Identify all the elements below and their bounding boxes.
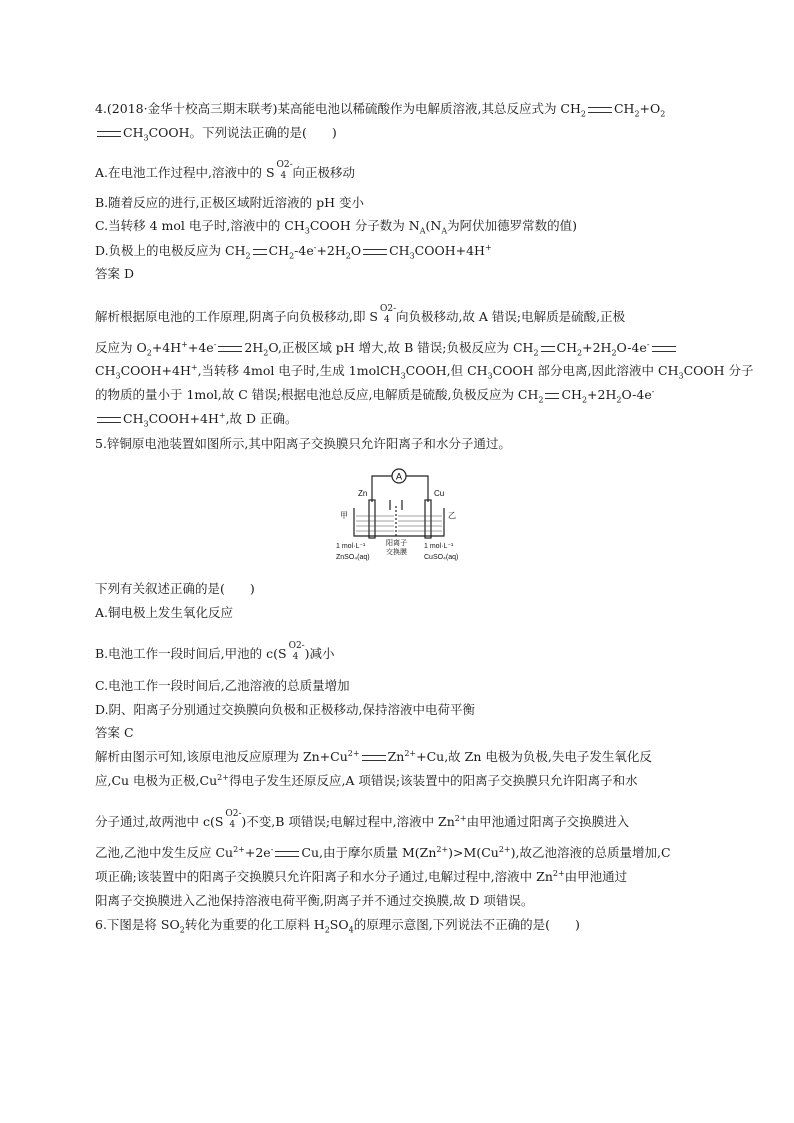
membrane-holder [390, 500, 402, 510]
text: ,当转移 4mol 电子时,生成 1molCH [197, 363, 401, 378]
text: 由甲池通过 [564, 869, 628, 884]
equals-sign [97, 417, 121, 423]
sup: 2+ [436, 844, 449, 854]
equals-sign [652, 346, 676, 352]
yi-label: 乙 [448, 511, 456, 520]
q5-option-c [95, 678, 350, 694]
text: COOH 部分电离,因此溶液中 CH [492, 363, 679, 378]
ammeter-label: A [395, 471, 403, 482]
text: COOH+4H [148, 411, 219, 426]
sub: 2 [660, 109, 666, 119]
text: 项正确;该装置中的阳离子交换膜只允许阳离子和水分子通过,电解过程中,溶液中 Zn [95, 869, 553, 884]
text: Cu,由于摩尔质量 M(Zn [301, 845, 437, 860]
q4-stem-line2 [95, 125, 337, 141]
q5-explanation-line1 [95, 749, 652, 765]
cu-label: Cu [434, 489, 445, 498]
text: D.负极上的电极反应为 CH [95, 243, 246, 258]
text: 解析根据原电池的工作原理,阴离子向负极移动,即 S [95, 309, 378, 324]
q4-option-b [95, 195, 364, 211]
galvanic-cell-figure [336, 466, 476, 566]
text: CH [95, 363, 116, 378]
q5-stem [95, 436, 511, 452]
ion-charge: O2- [379, 303, 397, 314]
text: O-4e [621, 387, 652, 402]
q4-answer [95, 266, 134, 282]
sulfate-ion [287, 640, 305, 662]
equals-sign [218, 346, 242, 352]
sub: 3 [409, 251, 415, 261]
text: CH [556, 340, 578, 355]
sup: + [484, 242, 492, 252]
sub: 3 [487, 371, 493, 381]
text: SO [329, 917, 349, 932]
ion-sub: 4 [229, 819, 236, 830]
text: D.阴、阳离子分别通过交换膜向负极和正极移动,保持溶液中电荷平衡 [95, 702, 476, 717]
text: 2H [244, 340, 264, 355]
sub: 2 [345, 251, 351, 261]
text: C.电池工作一段时间后,乙池溶液的总质量增加 [95, 678, 350, 693]
ion-sub: 4 [280, 170, 287, 181]
text: 的原理示意图,下列说法不正确的是( ) [353, 917, 580, 932]
right-conc-label: 1 mol·L⁻¹ [424, 543, 454, 550]
sulfate-ion [223, 808, 242, 830]
text: +2e [244, 845, 271, 860]
text: )>M(Cu [448, 845, 499, 860]
sub: 3 [400, 371, 406, 381]
q4-explanation-line5 [95, 411, 298, 427]
sub: 2 [581, 395, 588, 405]
text: 向正极移动 [292, 165, 356, 180]
q4-option-c [95, 218, 577, 234]
sup: - [313, 242, 317, 252]
text: +2H [316, 243, 346, 258]
sub: 2 [616, 395, 622, 405]
sub: 2 [577, 348, 583, 358]
text: 反应为 O [95, 340, 147, 355]
ion-sub: 4 [383, 314, 390, 325]
right-solution-label: CuSO₄(aq) [424, 554, 459, 561]
text: 应,Cu 电极为正极,Cu [95, 773, 218, 788]
text: B.电池工作一段时间后,甲池的 c(S [95, 646, 287, 661]
text: C.当转移 4 mol 电子时,溶液中的 CH [95, 218, 305, 233]
q5-explanation-line4 [95, 845, 671, 861]
text: 向负极移动,故 A 错误;电解质是硫酸,正极 [395, 309, 626, 324]
text: CH [123, 125, 144, 140]
q4-option-a [95, 159, 356, 181]
text: 5.锌铜原电池装置如图所示,其中阳离子交换膜只允许阳离子和水分子通过。 [95, 436, 511, 451]
q6-stem [95, 917, 580, 933]
text: 6.下图是将 SO [95, 917, 180, 932]
text: O-4e [616, 340, 647, 355]
sup: - [213, 339, 217, 349]
text: 由甲池通过阳离子交换膜进入 [466, 814, 630, 829]
q5-explanation-line2 [95, 773, 638, 789]
sulfate-ion [378, 303, 397, 325]
text: )不变,B 项错误;电解过程中,溶液中 Zn [241, 814, 455, 829]
equals-sign [275, 851, 299, 857]
text: )减小 [304, 646, 335, 661]
sulfate-ion [275, 159, 293, 181]
text: CH [561, 387, 582, 402]
sup: + [181, 339, 188, 349]
double-bond [588, 107, 612, 113]
sub: 2 [263, 348, 269, 358]
sup: 2+ [552, 868, 565, 878]
sup: + [190, 362, 198, 372]
text: A.在电池工作过程中,溶液中的 S [95, 165, 275, 180]
text: O [350, 243, 362, 258]
sup: 2+ [233, 844, 245, 854]
sup: - [646, 339, 650, 349]
text: COOH+4H [120, 363, 191, 378]
q5-option-b [95, 640, 335, 662]
galvanic-cell-drawing [336, 466, 476, 566]
jia-label: 甲 [340, 511, 348, 520]
sub: 4 [348, 925, 354, 935]
text: 得电子发生还原反应,A 项错误;该装置中的阳离子交换膜只允许阳离子和水 [228, 773, 638, 788]
text: COOH 分子 [683, 363, 754, 378]
text: 为阿伏加德罗常数的值) [447, 218, 577, 233]
text: 的物质的量小于 1mol,故 C 错误;根据电池总反应,电解质是硫酸,负极反应为 CH [95, 387, 539, 402]
text: COOH,但 CH [405, 363, 488, 378]
text: +2H [587, 387, 617, 402]
sup: - [651, 386, 655, 396]
equals-sign [362, 755, 386, 761]
text: 阳离子交换膜进入乙池保持溶液电荷平衡,阴离子并不通过交换膜,故 D 项错误。 [95, 893, 534, 908]
sub: 2 [324, 925, 330, 935]
text: A.铜电极上发生氧化反应 [95, 605, 234, 620]
text: 4.(2018·金华十校高三期末联考)某高能电池以稀硫酸作为电解质溶液,其总反应式为 CH [95, 101, 581, 116]
q4-explanation-line1 [95, 303, 626, 325]
text: 答案 C [95, 725, 134, 740]
double-bond [541, 346, 555, 352]
text: COOH+4H [414, 243, 485, 258]
q5-explanation-line3 [95, 808, 630, 830]
sup: 2+ [217, 772, 229, 782]
ammeter-icon [392, 469, 406, 483]
q4-option-d [95, 243, 492, 259]
sub: 2 [289, 251, 295, 261]
text: ,故 D 正确。 [225, 411, 298, 426]
text: +O [639, 101, 661, 116]
sub: 2 [538, 395, 544, 405]
sub: 3 [304, 226, 310, 236]
sub: 2 [611, 348, 617, 358]
sub: 3 [115, 371, 121, 381]
text: +4H [151, 340, 182, 355]
text: (N [425, 218, 442, 233]
double-bond [545, 393, 559, 399]
text: 下列有关叙述正确的是( ) [95, 581, 255, 596]
text: +4e [187, 340, 214, 355]
sup: - [270, 844, 274, 854]
q5-option-d [95, 702, 475, 718]
equals-sign [363, 249, 387, 255]
q4-explanation-line3 [95, 363, 754, 379]
text: Zn [387, 749, 405, 764]
cu-electrode [425, 500, 431, 538]
left-solution-label: ZnSO₄(aq) [336, 554, 370, 561]
text: 分子通过,故两池中 c(S [95, 814, 224, 829]
sub: 2 [179, 925, 185, 935]
text: 解析由图示可知,该原电池反应原理为 Zn+Cu [95, 749, 348, 764]
text: O,正极区域 pH 增大,故 B 错误;负极反应为 CH [268, 340, 534, 355]
sub: 3 [143, 133, 149, 143]
sub: 2 [533, 348, 539, 358]
text: CH [268, 243, 290, 258]
text: COOH。下列说法正确的是( ) [148, 125, 337, 140]
sup: 2+ [454, 813, 467, 823]
text: CH [123, 411, 144, 426]
q5-option-a [95, 605, 233, 621]
text: COOH 分子数为 N [309, 218, 420, 233]
sub: A [419, 226, 426, 236]
text: CH [613, 101, 635, 116]
sup: 2+ [498, 844, 511, 854]
membrane-label-2: 交换膜 [386, 549, 407, 556]
equals-sign [97, 131, 121, 137]
sub: 2 [146, 348, 152, 358]
q5-explanation-line5 [95, 869, 627, 885]
zn-label: Zn [358, 489, 368, 498]
q5-ask [95, 581, 255, 597]
text: B.随着反应的进行,正极区域附近溶液的 pH 变小 [95, 195, 364, 210]
sub: A [441, 226, 448, 236]
q4-stem-line1 [95, 101, 665, 117]
double-bond [253, 249, 267, 255]
sub: 3 [143, 419, 149, 429]
text: 答案 D [95, 266, 134, 281]
ion-sub: 4 [292, 651, 299, 662]
sup: 2+ [404, 748, 417, 758]
sup: + [218, 410, 226, 420]
wire-right [406, 476, 428, 502]
text: +2H [582, 340, 612, 355]
q4-explanation-line2 [95, 340, 678, 356]
text: -4e [294, 243, 314, 258]
sub: 2 [580, 109, 586, 119]
q4-explanation-line4 [95, 387, 654, 403]
ion-charge: O2- [276, 159, 293, 170]
wire-left [372, 476, 392, 502]
sub: 2 [634, 109, 640, 119]
left-conc-label: 1 mol·L⁻¹ [336, 543, 366, 550]
text: ),故乙池溶液的总质量增加,C [510, 845, 671, 860]
sup: 2+ [347, 748, 360, 758]
q5-answer [95, 725, 134, 741]
text: 乙池,乙池中发生反应 Cu [95, 845, 234, 860]
q5-explanation-line6 [95, 893, 533, 909]
text: +Cu,故 Zn 电极为负极,失电子发生氧化反 [416, 749, 652, 764]
membrane-label-1: 阳离子 [386, 540, 407, 547]
sub: 3 [678, 371, 684, 381]
ion-charge: O2- [225, 808, 242, 819]
sub: 2 [245, 251, 251, 261]
text: CH [389, 243, 410, 258]
ion-charge: O2- [288, 640, 305, 651]
zn-electrode [369, 500, 375, 538]
text: 转化为重要的化工原料 H [184, 917, 325, 932]
